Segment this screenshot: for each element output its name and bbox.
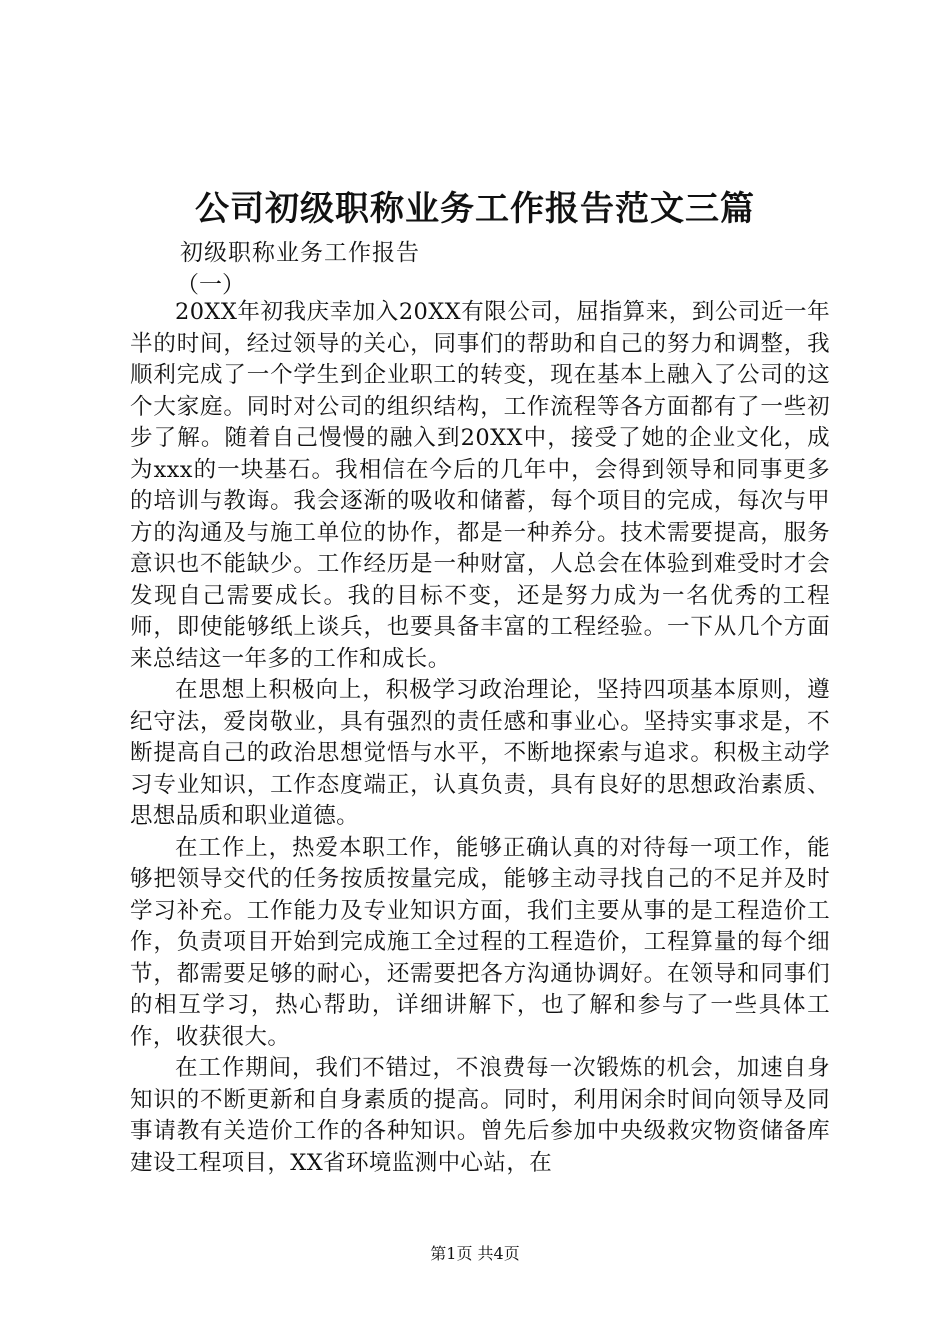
paragraph: 在工作上，热爱本职工作，能够正确认真的对待每一项工作，能够把领导交代的任务按质按量完成，能够主动寻找自己的不足并及时学习补充。工作能力及专业知识方面，我们主要从事的是工程造价工作，负责项目开始到完成施工全过程的工程造价，工程算量的每个细节，都需要足够的耐心，还需要把各方沟通协调好。在领导和同事们的相互学习，热心帮助，详细讲解下，也了解和参与了一些具体工作，收获很大。 xyxy=(130,834,830,1050)
page-footer: 第1页 共4页 xyxy=(430,1244,520,1263)
document-body xyxy=(130,297,830,1179)
paragraph: 在工作期间，我们不错过，不浪费每一次锻炼的机会，加速自身知识的不断更新和自身素质的提高。同时，利用闲余时间向领导及同事请教有关造价工作的各种知识。曾先后参加中央级救灾物资储备库建设工程项目，XX省环境监测中心站，在 xyxy=(130,1055,830,1176)
paragraph: 在思想上积极向上，积极学习政治理论，坚持四项基本原则，遵纪守法，爱岗敬业，具有强烈的责任感和事业心。坚持实事求是，不断提高自己的政治思想觉悟与水平，不断地探索与追求。积极主动学习专业知识，工作态度端正，认真负责，具有良好的思想政治素质、思想品质和职业道德。 xyxy=(130,677,830,829)
document-subtitle: 初级职称业务工作报告 xyxy=(180,240,420,266)
section-number: （一） xyxy=(176,272,245,298)
paragraph: 20XX年初我庆幸加入20XX有限公司，屈指算来，到公司近一年半的时间，经过领导的关心，同事们的帮助和自己的努力和调整，我顺利完成了一个学生到企业职工的转变，现在基本上融入了公司的这个大家庭。同时对公司的组织结构，工作流程等各方面都有了一些初步了解。随着自己慢慢的融入到20XX中，接受了她的企业文化，成为xxx的一块基石。我相信在今后的几年中，会得到领导和同事更多的培训与教诲。我会逐渐的吸收和储蓄，每个项目的完成，每次与甲方的沟通及与施工单位的协作，都是一种养分。技术需要提高，服务意识也不能缺少。工作经历是一种财富，人总会在体验到难受时才会发现自己需要成长。我的目标不变，还是努力成为一名优秀的工程师，即使能够纸上谈兵，也要具备丰富的工程经验。一下从几个方面来总结这一年多的工作和成长。 xyxy=(130,299,830,672)
document-title: 公司初级职称业务工作报告范文三篇 xyxy=(195,189,755,229)
